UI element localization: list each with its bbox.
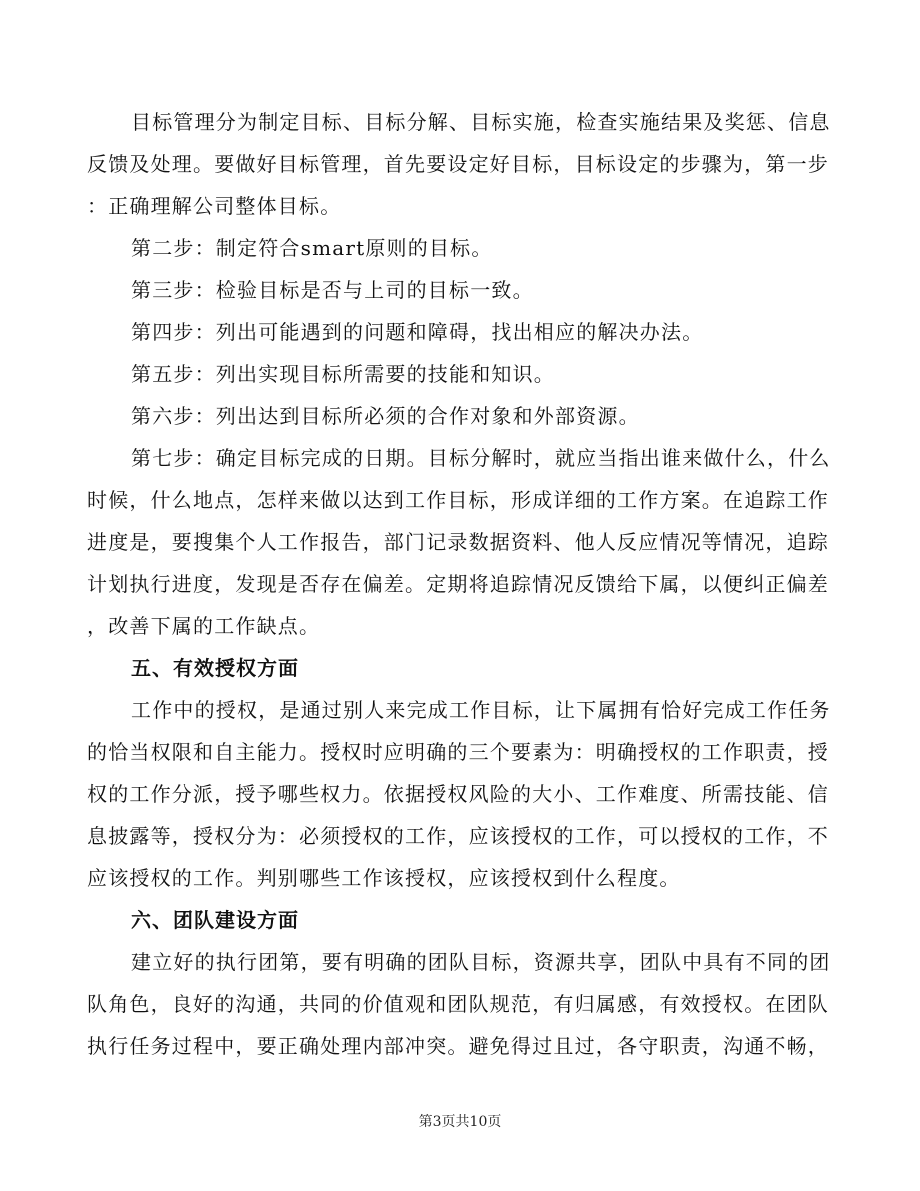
- paragraph-line: 工作中的授权，是通过别人来完成工作目标，让下属拥有恰好完成工作任务: [131, 698, 831, 722]
- paragraph-line: 建立好的执行团第，要有明确的团队目标，资源共享，团队中具有不同的团: [131, 950, 831, 974]
- paragraph-line: 执行任务过程中，要正确处理内部冲突。避免得过且过，各守职责，沟通不畅，: [87, 1034, 829, 1058]
- paragraph-line: 应该授权的工作。判别哪些工作该授权，应该授权到什么程度。: [87, 866, 681, 890]
- paragraph-line: 的恰当权限和自主能力。授权时应明确的三个要素为：明确授权的工作职责，授: [87, 740, 829, 764]
- section-heading-delegation: 五、有效授权方面: [131, 656, 299, 680]
- paragraph-line: 计划执行进度，发现是否存在偏差。定期将追踪情况反馈给下属，以便纠正偏差: [87, 572, 829, 596]
- paragraph-line: 时候，什么地点，怎样来做以达到工作目标，形成详细的工作方案。在追踪工作: [87, 488, 829, 512]
- paragraph-line: 反馈及处理。要做好目标管理，首先要设定好目标，目标设定的步骤为，第一步: [87, 152, 829, 176]
- paragraph-line: ：正确理解公司整体目标。: [87, 194, 342, 218]
- paragraph-line: 进度是，要搜集个人工作报告，部门记录数据资料、他人反应情况等情况，追踪: [87, 530, 829, 554]
- step-line: 第二步：制定符合smart原则的目标。: [131, 236, 493, 260]
- paragraph-line: 目标管理分为制定目标、目标分解、目标实施，检查实施结果及奖惩、信息: [131, 110, 831, 134]
- paragraph-line: 第七步：确定目标完成的日期。目标分解时，就应当指出谁来做什么，什么: [131, 446, 831, 470]
- step-line: 第三步：检验目标是否与上司的目标一致。: [131, 278, 534, 302]
- page-number-footer: 第3页共10页: [418, 1114, 502, 1130]
- step-line: 第五步：列出实现目标所需要的技能和知识。: [131, 362, 555, 386]
- section-heading-team-building: 六、团队建设方面: [131, 908, 299, 932]
- step-line: 第四步：列出可能遇到的问题和障碍，找出相应的解决办法。: [131, 320, 704, 344]
- paragraph-line: 权的工作分派，授予哪些权力。依据授权风险的大小、工作难度、所需技能、信: [87, 782, 829, 806]
- step-line: 第六步：列出达到目标所必须的合作对象和外部资源。: [131, 404, 640, 428]
- paragraph-line: ，改善下属的工作缺点。: [87, 614, 321, 638]
- paragraph-line: 队角色，良好的沟通，共同的价值观和团队规范，有归属感，有效授权。在团队: [87, 992, 829, 1016]
- paragraph-line: 息披露等，授权分为：必须授权的工作，应该授权的工作，可以授权的工作，不: [87, 824, 829, 848]
